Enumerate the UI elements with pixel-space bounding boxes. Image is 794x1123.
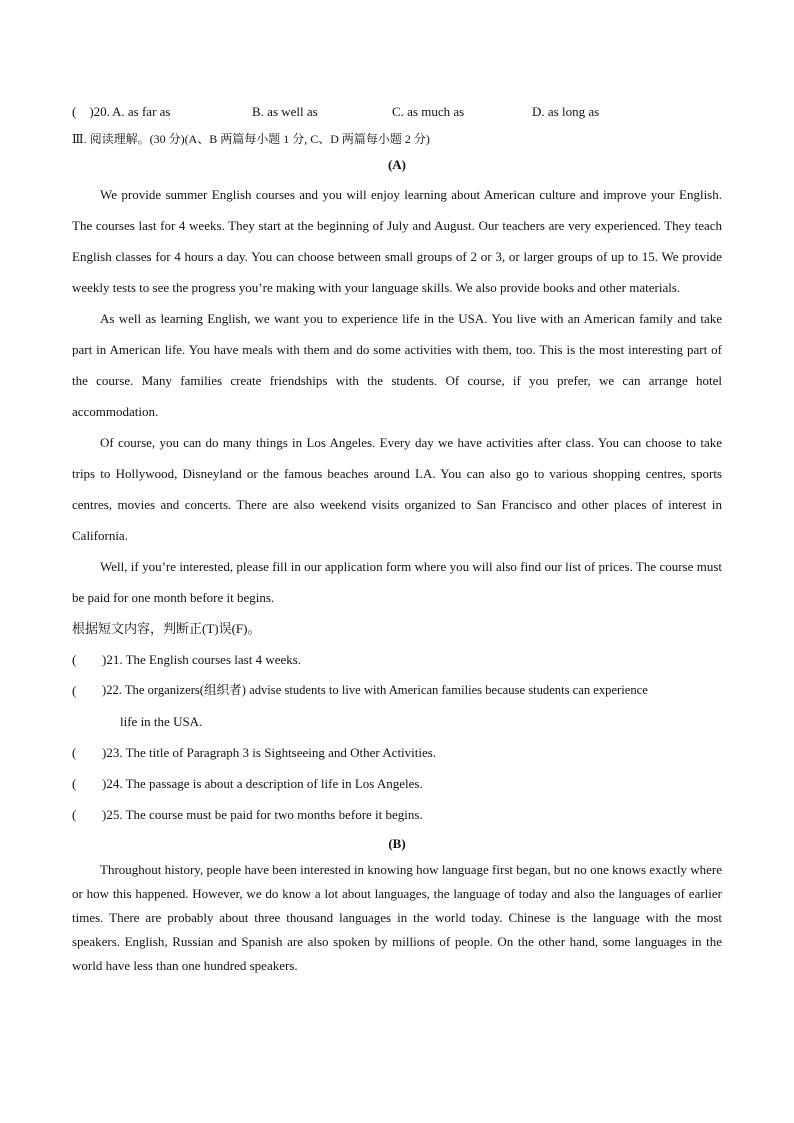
answer-blank-25[interactable]: ( [72,807,77,822]
option-a: A. as far as [112,104,171,119]
passage-b-title: (B) [388,836,406,851]
question-20 [72,96,722,127]
instruction: 根据短文内容，判断正(T)误(F)。 [72,621,261,636]
passage-a-paragraph-4: Well, if you’re interested, please fill in our application form where you will also find our list of prices. The course must be paid for one month before it begins. [72,559,722,605]
question-25: ( )25. The course must be paid for two months before it begins. [72,799,722,830]
option-c: C. as much as [392,104,465,119]
passage-b-paragraph-1: Throughout history, people have been interested in knowing how language first began, but no one knows exactly where or how this happened. However, we do know a lot about languages, the language of today and also the languages of earlier times. There are probably about three thousand languages in the world today. Chinese is the language with the most speakers. English, Russian and Spanish are also spoken by millions of people. On the other hand, some languages in the world have less than one hundred speakers. [72,862,722,973]
answer-blank-23[interactable]: ( [72,745,77,760]
question-21: ( )21. The English courses last 4 weeks. [72,644,722,675]
section-heading: Ⅲ. 阅读理解。(30 分)(A、B 两篇每小题 1 分, C、D 两篇每小题 2 分) [72,132,430,146]
answer-blank-21[interactable]: ( [72,652,77,667]
passage-a-title: (A) [387,157,407,172]
option-d: D. as long as [532,104,600,119]
answer-blank-22[interactable]: ( [72,683,77,698]
question-22-continuation: life in the USA. [120,714,203,729]
question-24: ( )24. The passage is about a description of life in Los Angeles. [72,768,722,799]
answer-blank-24[interactable]: ( [72,776,77,791]
question-23: ( )23. The title of Paragraph 3 is Sightseeing and Other Activities. [72,737,722,768]
answer-blank-20[interactable]: ( )20. [72,104,110,119]
passage-a-paragraph-2: As well as learning English, we want you to experience life in the USA. You live with an American family and take part in American life. You have meals with them and do some activities with them, too. This is the most interesting part of the course. Many families create friendships with the students. Of course, if you prefer, we can arrange hotel accommodation. [72,311,722,419]
question-22: ( )22. The organizers(组织者) advise students to live with American families because students can experience life in the USA. [72,675,722,737]
option-b: B. as well as [252,104,318,119]
passage-a-paragraph-3: Of course, you can do many things in Los Angeles. Every day we have activities after class. You can choose to take trips to Hollywood, Disneyland or the famous beaches around LA. You can also go to various shopping centres, sports centres, movies and concerts. There are also weekend visits organized to San Francisco and other places of interest in California. [72,435,722,543]
worksheet-page [72,96,722,978]
passage-a-paragraph-1: We provide summer English courses and you will enjoy learning about American culture and improve your English. The courses last for 4 weeks. They start at the beginning of July and August. Our teachers are very experienced. They teach English classes for 4 hours a day. You can choose between small groups of 2 or 3, or larger groups of up to 15. We provide weekly tests to see the progress you’re making with your language skills. We also provide books and other materials. [72,187,722,295]
